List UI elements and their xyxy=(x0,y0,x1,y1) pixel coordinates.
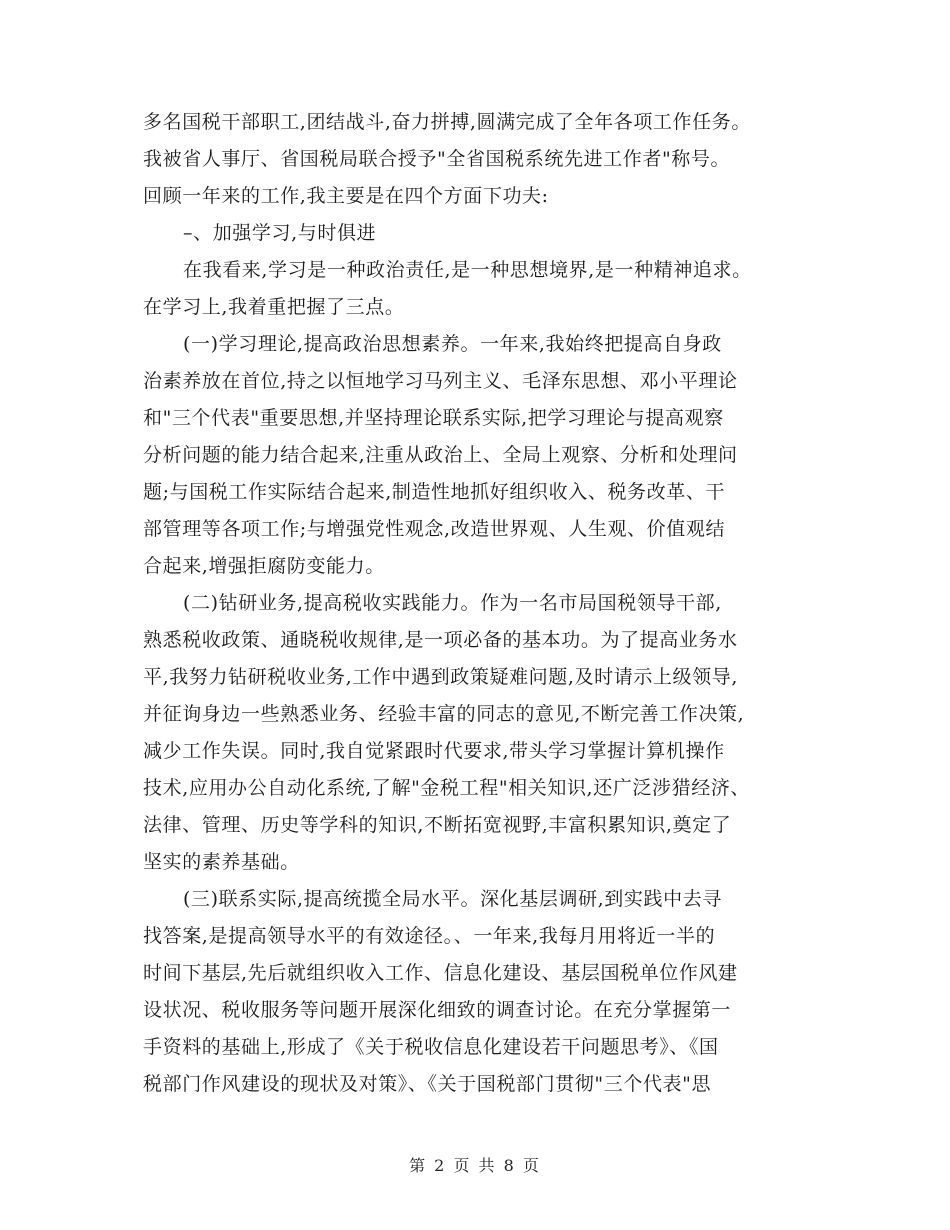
text-line: 减少工作失误。同时,我自觉紧跟时代要求,带头学习掌握计算机操作 xyxy=(143,740,725,762)
page-number-footer: 第 2 页 共 8 页 xyxy=(409,1156,541,1175)
text-line: 手资料的基础上,形成了《关于税收信息化建设若干问题思考》、《国 xyxy=(143,1036,719,1058)
text-line: 部管理等各项工作;与增强党性观念,改造世界观、人生观、价值观结 xyxy=(143,518,726,540)
text-line: 并征询身边一些熟悉业务、经验丰富的同志的意见,不断完善工作决策, xyxy=(143,703,745,725)
text-line: 回顾一年来的工作,我主要是在四个方面下功夫: xyxy=(143,185,549,207)
text-line: 题;与国税工作实际结合起来,制造性地抓好组织收入、税务改革、干 xyxy=(143,481,726,503)
text-line: 坚实的素养基础。 xyxy=(143,851,300,873)
subsection-heading: (一)学习理论,提高政治思想素养。一年来,我始终把提高自身政 xyxy=(183,333,722,355)
text-line: 在学习上,我着重把握了三点。 xyxy=(143,296,405,318)
text-line: 合起来,增强拒腐防变能力。 xyxy=(143,555,385,577)
text-line: 技术,应用办公自动化系统,了解"金税工程"相关知识,还广泛涉猎经济、 xyxy=(143,777,750,799)
text-line: 税部门作风建设的现状及对策》、《关于国税部门贯彻"三个代表"思 xyxy=(143,1073,712,1095)
subsection-heading: (三)联系实际,提高统揽全局水平。深化基层调研,到实践中去寻 xyxy=(183,888,722,910)
text-line: 我被省人事厅、省国税局联合授予"全省国税系统先进工作者"称号。 xyxy=(143,148,731,170)
text-line: 治素养放在首位,持之以恒地学习马列主义、毛泽东思想、邓小平理论 xyxy=(143,370,738,392)
text-line: 找答案,是提高领导水平的有效途径。、一年来,我每月用将近一半的 xyxy=(143,925,716,947)
text-line: 时间下基层,先后就组织收入工作、信息化建设、基层国税单位作风建 xyxy=(143,962,738,984)
text-line: 法律、管理、历史等学科的知识,不断拓宽视野,丰富积累知识,奠定了 xyxy=(143,814,732,836)
section-heading: –、加强学习,与时俱进 xyxy=(183,222,377,244)
text-line: 设状况、税收服务等问题开展深化细致的调查讨论。在充分掌握第一 xyxy=(143,999,732,1021)
text-line: 多名国税干部职工,团结战斗,奋力拼搏,圆满完成了全年各项工作任务。 xyxy=(143,111,751,133)
text-line: 和"三个代表"重要思想,并坚持理论联系实际,把学习理论与提高观察 xyxy=(143,407,724,429)
text-line: 分析问题的能力结合起来,注重从政治上、全局上观察、分析和处理问 xyxy=(143,444,738,466)
subsection-heading: (二)钻研业务,提高税收实践能力。作为一名市局国税领导干部, xyxy=(183,592,722,614)
document-body xyxy=(143,104,823,1103)
text-line: 平,我努力钻研税收业务,工作中遇到政策疑难问题,及时请示上级领导, xyxy=(143,666,738,688)
text-line: 在我看来,学习是一种政治责任,是一种思想境界,是一种精神追求。 xyxy=(183,259,752,281)
text-line: 熟悉税收政策、通晓税收规律,是一项必备的基本功。为了提高业务水 xyxy=(143,629,738,651)
